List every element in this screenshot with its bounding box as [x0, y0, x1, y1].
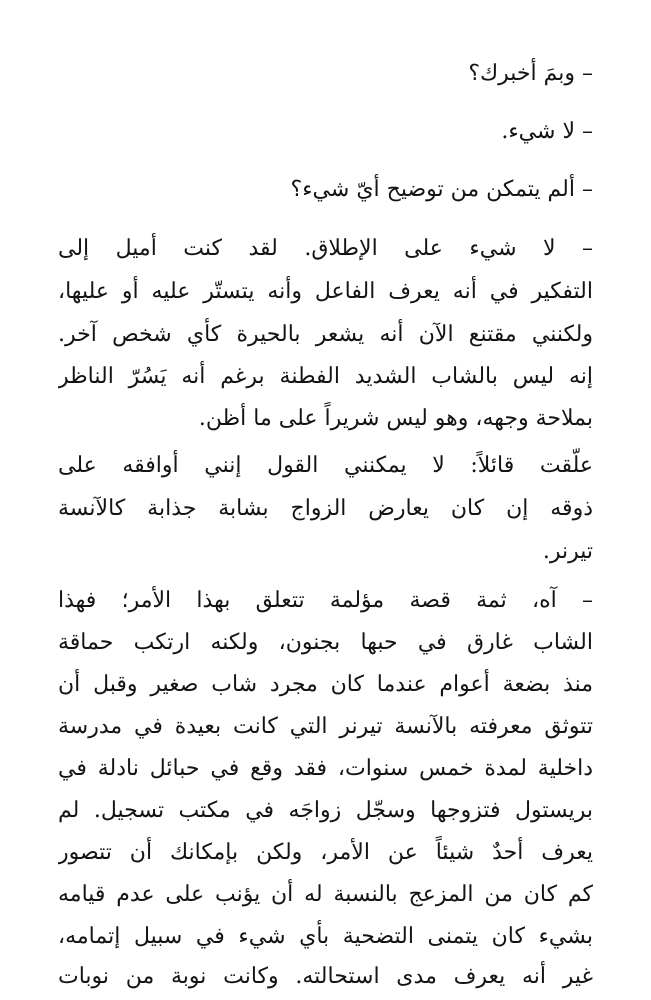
- text-line: ولكنني مقتنع الآن أنه يشعر بالحيرة كأي شخص آخر.: [58, 322, 593, 347]
- text-line: كم كان من المزعج بالنسبة له أن يؤنب على عدم قيامه: [58, 882, 593, 907]
- dialogue-line: – وبمَ أخبرك؟: [468, 61, 593, 86]
- text-line: غير أنه يعرف مدى استحالته. وكانت نوبة من نوبات: [58, 964, 593, 989]
- text-line: تتوثق معرفته بالآنسة تيرنر التي كانت بعيدة في مدرسة: [58, 714, 593, 739]
- text-line: الشاب غارق في حبها بجنون، ولكنه ارتكب حماقة: [58, 630, 593, 655]
- text-line: التفكير في أنه يعرف الفاعل وأنه يتستّر عليه أو عليها،: [58, 279, 593, 304]
- text-line: بشيء كان يتمنى التضحية بأي شيء في سبيل إتمامه،: [58, 924, 593, 949]
- text-line: داخلية لمدة خمس سنوات، فقد وقع في حبائل نادلة في: [58, 756, 593, 781]
- text-line: ذوقه إن كان يعارض الزواج بشابة جذابة كالآنسة: [58, 496, 593, 521]
- text-line: بريستول فتزوجها وسجّل زواجَه في مكتب تسجيل. لم: [58, 798, 593, 823]
- text-line: إنه ليس بالشاب الشديد الفطنة برغم أنه يَسُرّ الناظر: [58, 364, 593, 389]
- text-line: تيرنر.: [542, 539, 593, 564]
- text-line: يعرف أحدٌ شيئاً عن الأمر، ولكن بإمكانك أن تتصور: [58, 840, 593, 865]
- text-line: – آه، ثمة قصة مؤلمة تتعلق بهذا الأمر؛ فهذا: [58, 588, 593, 613]
- text-line: بملاحة وجهه، وهو ليس شريراً على ما أظن.: [198, 406, 593, 431]
- text-line: منذ بضعة أعوام عندما كان مجرد شاب صغير وقبل أن: [58, 672, 593, 697]
- text-line: علّقت قائلاً: لا يمكنني القول إنني أوافقه على: [58, 453, 593, 478]
- dialogue-line: – ألم يتمكن من توضيح أيّ شيء؟: [290, 177, 593, 202]
- dialogue-line: – لا شيء.: [501, 119, 593, 144]
- text-line: – لا شيء على الإطلاق. لقد كنت أميل إلى: [58, 236, 593, 261]
